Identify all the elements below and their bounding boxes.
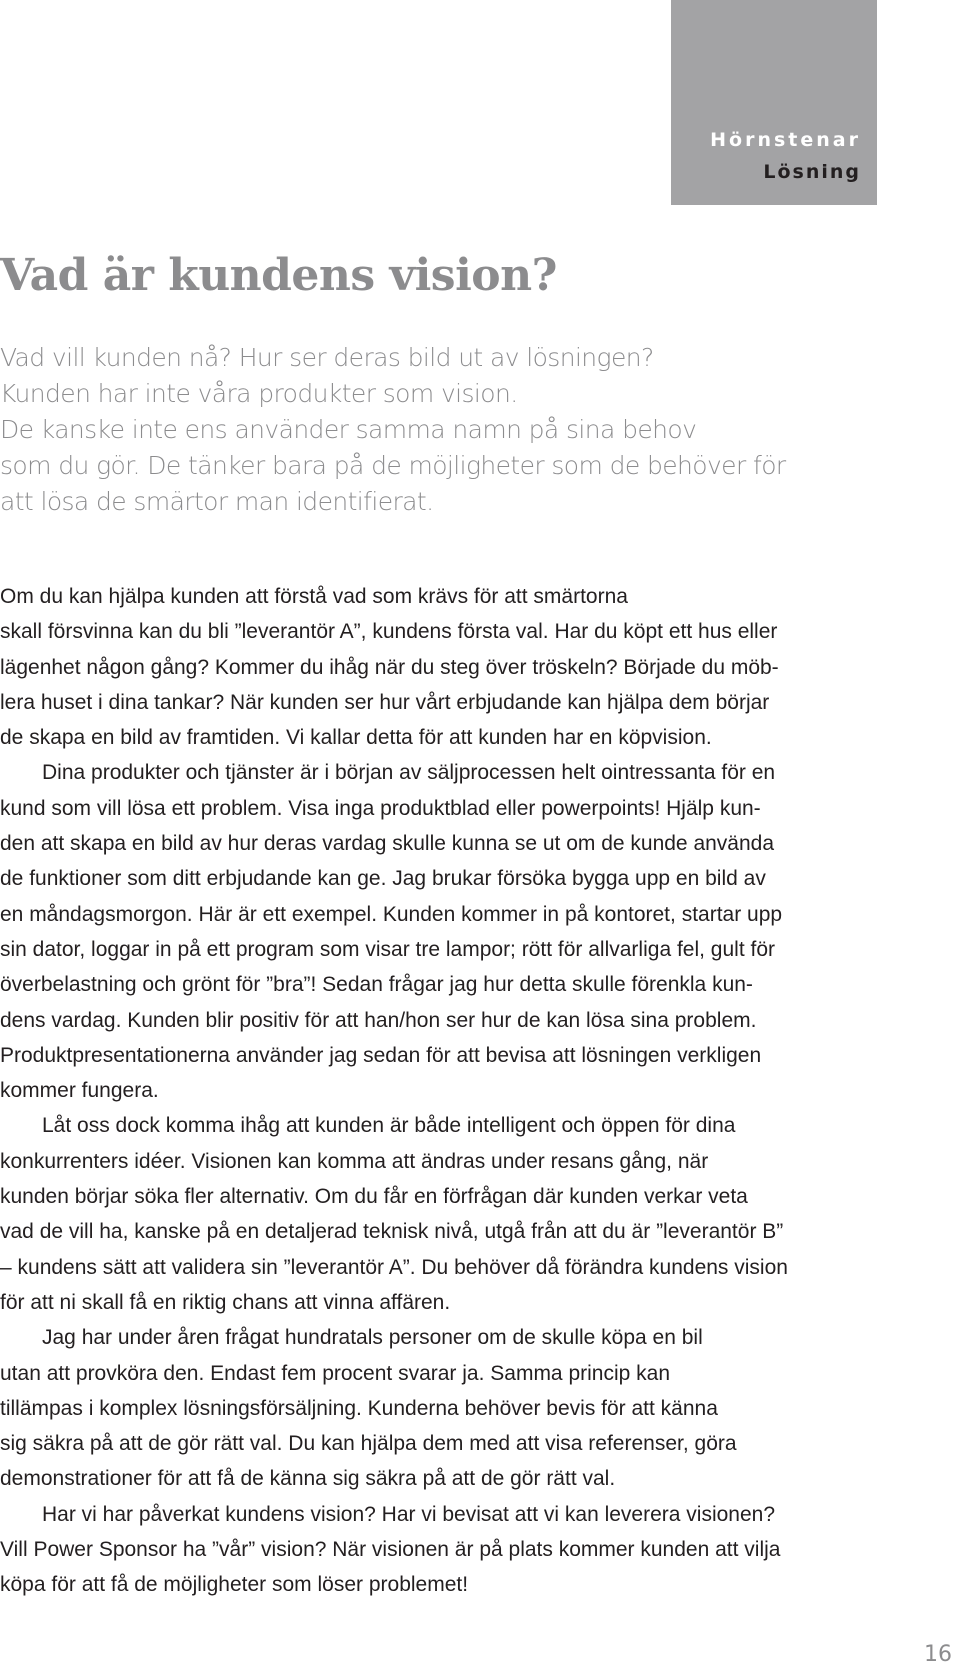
body-line: Vill Power Sponsor ha ”vår” vision? När visionen är på plats kommer kunden att vilja <box>0 1538 781 1562</box>
lead-line: att lösa de smärtor man identifierat. <box>0 487 434 516</box>
body-line: vad de vill ha, kanske på en detaljerad teknisk nivå, utgå från att du är ”leverantör B” <box>0 1220 784 1244</box>
lead-line: som du gör. De tänker bara på de möjligheter som de behöver för <box>0 451 786 480</box>
body-line: en måndagsmorgon. Här är ett exempel. Kunden kommer in på kontoret, startar upp <box>0 902 783 926</box>
body-line: överbelastning och grönt för ”bra”! Sedan frågar jag hur detta skulle förenkla kun- <box>0 973 753 997</box>
body-line: tillämpas i komplex lösningsförsäljning. Kunderna behöver bevis för att känna <box>0 1396 718 1420</box>
body-line: kommer fungera. <box>0 1079 159 1103</box>
body-line: kund som vill lösa ett problem. Visa inga produktblad eller powerpoints! Hjälp kun- <box>0 796 761 820</box>
paragraph <box>0 1497 870 1603</box>
body-line: utan att provköra den. Endast fem procent svarar ja. Samma princip kan <box>0 1361 671 1385</box>
body-line: Jag har under åren frågat hundratals personer om de skulle köpa en bil <box>42 1326 703 1350</box>
body-line: lera huset i dina tankar? När kunden ser hur vårt erbjudande kan hjälpa dem börjar <box>0 690 770 714</box>
section-tab <box>671 0 877 205</box>
body-line: Om du kan hjälpa kunden att förstå vad som krävs för att smärtorna <box>0 585 628 608</box>
lead-line: Kunden har inte våra produkter som vision. <box>0 379 518 408</box>
body-line: – kundens sätt att validera sin ”leverantör A”. Du behöver då förändra kundens vision <box>0 1255 788 1279</box>
body-text <box>0 579 870 1603</box>
page-number: 16 <box>924 1642 952 1667</box>
body-line: de funktioner som ditt erbjudande kan ge. Jag brukar försöka bygga upp en bild av <box>0 867 766 891</box>
body-line: konkurrenters idéer. Visionen kan komma att ändras under resans gång, när <box>0 1149 709 1173</box>
body-line: demonstrationer för att få de känna sig säkra på att de gör rätt val. <box>0 1467 616 1491</box>
body-line: köpa för att få de möjligheter som löser problemet! <box>0 1573 469 1597</box>
lead-text <box>0 340 870 520</box>
body-line: dens vardag. Kunden blir positiv för att han/hon ser hur de kan lösa sina problem. <box>0 1008 757 1032</box>
body-line: skall försvinna kan du bli ”leverantör A”, kundens första val. Har du köpt ett hus eller <box>0 620 778 644</box>
section-title: Hörnstenar <box>710 129 861 151</box>
paragraph <box>0 1108 870 1320</box>
page-heading: Vad är kundens vision? <box>0 250 557 301</box>
lead-line: Vad vill kunden nå? Hur ser deras bild ut av lösningen? <box>0 343 654 372</box>
subsection-title: Lösning <box>763 161 861 183</box>
body-line: kunden börjar söka fler alternativ. Om du får en förfrågan där kunden verkar veta <box>0 1185 748 1209</box>
body-line: för att ni skall få en riktig chans att vinna affären. <box>0 1290 451 1314</box>
body-line: Produktpresentationerna använder jag sedan för att bevisa att lösningen verkligen <box>0 1043 762 1067</box>
lead-line: De kanske inte ens använder samma namn på sina behov <box>0 415 697 444</box>
paragraph <box>0 579 870 755</box>
body-line: lägenhet någon gång? Kommer du ihåg när du steg över tröskeln? Började du möb- <box>0 655 779 679</box>
body-line: sig säkra på att de gör rätt val. Du kan hjälpa dem med att visa referenser, göra <box>0 1432 737 1456</box>
paragraph <box>0 1320 870 1496</box>
body-line: sin dator, loggar in på ett program som visar tre lampor; rött för allvarliga fel, gult för <box>0 937 776 961</box>
body-line: den att skapa en bild av hur deras vardag skulle kunna se ut om de kunde använda <box>0 832 775 856</box>
body-line: Har vi har påverkat kundens vision? Har vi bevisat att vi kan leverera visionen? <box>42 1502 776 1526</box>
body-line: Låt oss dock komma ihåg att kunden är både intelligent och öppen för dina <box>42 1114 736 1138</box>
body-line: de skapa en bild av framtiden. Vi kallar detta för att kunden har en köpvision. <box>0 726 712 750</box>
body-line: Dina produkter och tjänster är i början av säljprocessen helt ointressanta för en <box>42 761 776 785</box>
paragraph <box>0 755 870 1108</box>
